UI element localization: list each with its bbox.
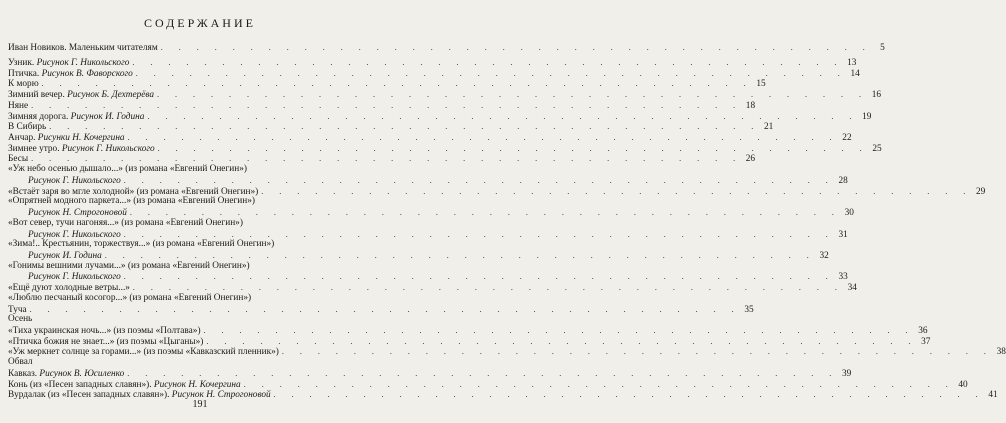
dot-leader: . . . . . . . . . . . . . . . . . . . . . . . . . . . . . . . . . . . . . . . . bbox=[41, 79, 753, 89]
toc-entry-illustration: Рисунок Б. Дехтерёва bbox=[67, 90, 154, 101]
toc-entry-page: 41 bbox=[988, 390, 998, 401]
toc-entry-work: Няне bbox=[8, 100, 29, 111]
dot-leader: . . . . . . . . . . . . . . . . . . . . . . . . . . . . . . . . . . . . . . . . bbox=[127, 368, 839, 378]
toc-entry-illustration: Рисунок Н. Кочергина bbox=[153, 379, 241, 390]
toc-entry-title bbox=[8, 293, 251, 304]
toc-entry-work: «Уж небо осенью дышало...» (из романа «Евгений Онегин») bbox=[8, 164, 247, 175]
toc-entry-page: 36 bbox=[918, 326, 928, 336]
dot-leader: . . . . . . . . . . . . . . . . . . . . . . . . . . . . . . . . . . . . . . . . bbox=[104, 250, 816, 260]
dot-leader: . . . . . . . . . . . . . . . . . . . . . . . . . . . . . . . . . . . . . . . . bbox=[127, 133, 839, 143]
toc-entry-title bbox=[8, 239, 274, 250]
toc-entry bbox=[8, 121, 774, 133]
toc-entry-work: «Зима!.. Крестьянин, торжествуя...» (из романа «Евгений Онегин») bbox=[8, 239, 275, 250]
toc-entry-work: Узник. bbox=[8, 58, 37, 68]
dot-leader: . . . . . . . . . . . . . . . . . . . . . . . . . . . . . . . . . . . . . . . . bbox=[135, 68, 847, 78]
toc-entry-work: Анчар. bbox=[8, 133, 38, 144]
toc-entry bbox=[28, 207, 854, 219]
toc-entry-page: 34 bbox=[847, 283, 857, 294]
toc-entry-work: Осень bbox=[8, 314, 33, 325]
toc-entry-work: Зимний вечер. bbox=[8, 90, 68, 101]
toc-entry-page: 29 bbox=[975, 186, 986, 197]
dot-leader: . . . . . . . . . . . . . . . . . . . . . . . . . . . . . . . . . . . . . . . . bbox=[147, 111, 859, 121]
page-number: 191 bbox=[192, 399, 208, 410]
toc-entry bbox=[8, 368, 852, 379]
dot-leader: . . . . . . . . . . . . . . . . . . . . . . . . . . . . . . . . . . . . . . . . bbox=[132, 283, 844, 293]
dot-leader: . . . . . . . . . . . . . . . . . . . . . . . . . . . . . . . . . . . . . . . . bbox=[123, 175, 835, 185]
dot-leader: . . . . . . . . . . . . . . . . . . . . . . . . . . . . . . . . . . . . . . . . bbox=[123, 229, 835, 239]
toc-entry bbox=[8, 282, 857, 294]
toc-entry-illustration: Рисунки Н. Кочергина bbox=[37, 133, 125, 144]
dot-leader: . . . . . . . . . . . . . . . . . . . . . . . . . . . . . . . . . . . . . . . . bbox=[281, 347, 993, 357]
toc-entry-work: «Тиха украинская ночь...» (из поэмы «Полтава») bbox=[8, 326, 201, 336]
toc-entry-work: Бесы bbox=[8, 154, 29, 165]
dot-leader: . . . . . . . . . . . . . . . . . . . . . . . . . . . . . . . . . . . . . . . . bbox=[156, 90, 868, 100]
toc-entry-work: Иван Новиков. Маленьким читателям bbox=[8, 43, 158, 53]
toc-entry-page: 38 bbox=[996, 347, 1006, 358]
toc-entry bbox=[8, 379, 968, 390]
toc-entry-work: В Сибирь bbox=[8, 122, 47, 133]
toc-entry-illustration: Рисунок Н. Строгоновой bbox=[171, 390, 271, 401]
toc-entry-page: 39 bbox=[841, 368, 852, 379]
toc-entry-page: 21 bbox=[764, 122, 774, 133]
dot-leader: . . . . . . . . . . . . . . . . . . . . . . . . . . . . . . . . . . . . . . . . bbox=[132, 58, 844, 67]
toc-entry-page: 35 bbox=[744, 304, 754, 315]
toc-entry-work: «Ещё дуют холодные ветры...» bbox=[8, 283, 130, 294]
toc-entry bbox=[8, 196, 377, 207]
toc-entry-title bbox=[8, 164, 247, 175]
toc-entry bbox=[8, 100, 756, 111]
toc-entry-page: 31 bbox=[838, 229, 848, 240]
toc-entry-page: 26 bbox=[745, 154, 756, 165]
toc-entry bbox=[8, 314, 377, 325]
toc-entry-page: 5 bbox=[880, 43, 885, 53]
dot-leader: . . . . . . . . . . . . . . . . . . . . . . . . . . . . . . . . . . . . . . . . bbox=[31, 154, 743, 164]
toc-entry bbox=[8, 304, 754, 315]
toc-entry-page: 32 bbox=[819, 250, 829, 261]
toc-entry-illustration: Рисунок И. Година bbox=[28, 250, 102, 261]
dot-leader: . . . . . . . . . . . . . . . . . . . . . . . . . . . . . . . . . . . . . . . . bbox=[123, 272, 835, 282]
dot-leader: . . . . . . . . . . . . . . . . . . . . . . . . . . . . . . . . . . . . . . . . bbox=[29, 304, 741, 314]
toc-entry-illustration: Рисунок Г. Никольского bbox=[28, 175, 121, 186]
dot-leader: . . . . . . . . . . . . . . . . . . . . . . . . . . . . . . . . . . . . . . . . bbox=[157, 143, 869, 153]
toc-entry bbox=[8, 164, 377, 175]
toc-entry-page: 28 bbox=[838, 175, 848, 186]
toc-entry bbox=[8, 111, 872, 122]
toc-entry-title bbox=[8, 43, 158, 54]
toc-entry bbox=[8, 336, 931, 347]
toc-entry bbox=[8, 346, 1006, 358]
toc-entry-illustration: Рисунок Г. Никольского bbox=[28, 272, 121, 283]
dot-leader: . . . . . . . . . . . . . . . . . . . . . . . . . . . . . . . . . . . . . . . . bbox=[129, 208, 841, 218]
toc-entry-work: «Птичка божия не знает...» (из поэмы «Цыганы») bbox=[8, 336, 204, 347]
toc-entry-page: 22 bbox=[842, 133, 852, 144]
toc-entry-illustration: Рисунок Г. Никольского bbox=[36, 58, 130, 68]
toc-entry-work: К морю bbox=[8, 79, 39, 90]
toc-entry bbox=[28, 250, 829, 261]
toc-entry-title bbox=[8, 218, 243, 229]
toc-entry-page: 18 bbox=[745, 100, 756, 111]
toc-entry bbox=[8, 261, 377, 272]
toc-entry-title bbox=[8, 357, 33, 368]
dot-leader: . . . . . . . . . . . . . . . . . . . . . . . . . . . . . . . . . . . . . . . . bbox=[203, 326, 915, 335]
toc-entry-page: 40 bbox=[958, 379, 968, 390]
toc-entry bbox=[8, 186, 986, 197]
toc-entry bbox=[8, 218, 377, 229]
toc-entry-page: 13 bbox=[847, 58, 857, 68]
toc-entry-illustration: Рисунок В. Юсиленко bbox=[39, 368, 125, 379]
toc-entry-page: 33 bbox=[838, 272, 848, 283]
toc-entry-work: Зимняя дорога. bbox=[8, 111, 71, 122]
dot-leader: . . . . . . . . . . . . . . . . . . . . . . . . . . . . . . . . . . . . . . . . bbox=[243, 379, 955, 389]
toc-entry bbox=[8, 132, 852, 144]
dot-leader: . . . . . . . . . . . . . . . . . . . . . . . . . . . . . . . . . . . . . . . . bbox=[273, 390, 985, 400]
toc-entry-page: 25 bbox=[872, 143, 882, 154]
toc-entry-page: 37 bbox=[921, 336, 931, 347]
toc-entry-title bbox=[8, 261, 250, 272]
toc-entry-page: 14 bbox=[850, 68, 860, 79]
toc-entry-work: Туча bbox=[8, 304, 27, 315]
toc-entry-page: 15 bbox=[756, 79, 766, 90]
toc-entry-illustration: Рисунок В. Фаворского bbox=[41, 68, 133, 79]
toc-entry-work: Вурдалак (из «Песен западных славян»). bbox=[8, 390, 172, 401]
toc-entry bbox=[8, 153, 756, 165]
toc-entry-work: Кавказ. bbox=[8, 368, 40, 379]
toc-entry-work: «Люблю песчаный косогор...» (из романа «Евгений Онегин») bbox=[8, 292, 252, 303]
toc-entry bbox=[28, 271, 848, 283]
dot-leader: . . . . . . . . . . . . . . . . . . . . . . . . . . . . . . . . . . . . . . . . bbox=[31, 100, 743, 110]
dot-leader: . . . . . . . . . . . . . . . . . . . . . . . . . . . . . . . . . . . . . . . . bbox=[160, 43, 872, 52]
toc-entry-work: «Уж меркнет солнце за горами...» (из поэмы «Кавказский пленник») bbox=[8, 347, 279, 358]
toc-entry-work: «Встаёт заря во мгле холодной» (из романа «Евгений Онегин») bbox=[8, 186, 259, 197]
toc-entry bbox=[8, 325, 928, 336]
toc-entry-illustration: Рисунок Г. Никольского bbox=[28, 229, 121, 240]
toc-entry-title bbox=[8, 314, 32, 325]
page-title: СОДЕРЖАНИЕ bbox=[144, 16, 256, 30]
toc-entry bbox=[8, 89, 881, 101]
dot-leader: . . . . . . . . . . . . . . . . . . . . . . . . . . . . . . . . . . . . . . . . bbox=[206, 336, 918, 346]
toc-entry bbox=[28, 175, 848, 186]
toc-entry-work: Зимнее утро. bbox=[8, 143, 62, 154]
toc-entry-work: Конь (из «Песен западных славян»). bbox=[8, 379, 154, 390]
toc-entry bbox=[8, 357, 377, 368]
toc-entry-page: 16 bbox=[871, 90, 881, 101]
toc-entry bbox=[28, 229, 848, 240]
toc-entry bbox=[8, 68, 860, 79]
toc-entry bbox=[8, 42, 885, 53]
toc-entry-page: 19 bbox=[862, 111, 872, 122]
toc-entry bbox=[8, 78, 766, 90]
toc-entry bbox=[8, 57, 857, 68]
dot-leader: . . . . . . . . . . . . . . . . . . . . . . . . . . . . . . . . . . . . . . . . bbox=[261, 186, 973, 196]
toc-entry-title bbox=[8, 196, 255, 207]
toc-entry-work: Обвал bbox=[8, 357, 33, 368]
toc-entry-work: «Вот север, тучи нагоняя...» (из романа «Евгений Онегин») bbox=[8, 217, 243, 228]
toc-entry bbox=[8, 239, 377, 250]
toc-entry-illustration: Рисунок И. Година bbox=[70, 111, 145, 122]
toc-entry bbox=[8, 143, 882, 154]
dot-leader: . . . . . . . . . . . . . . . . . . . . . . . . . . . . . . . . . . . . . . . . bbox=[49, 122, 761, 132]
toc-entry-illustration: Рисунок Г. Никольского bbox=[61, 143, 155, 154]
toc-entry bbox=[8, 293, 377, 304]
toc-entry-work: «Опрятней модного паркета...» (из романа «Евгений Онегин») bbox=[8, 196, 255, 207]
toc-entry-work: «Гонимы вешними лучами...» (из романа «Евгений Онегин») bbox=[8, 260, 250, 271]
toc-entry-illustration: Рисунок Н. Строгоновой bbox=[28, 208, 127, 219]
toc-entry-page: 30 bbox=[844, 208, 854, 219]
toc-entry-work: Птичка. bbox=[8, 68, 42, 79]
